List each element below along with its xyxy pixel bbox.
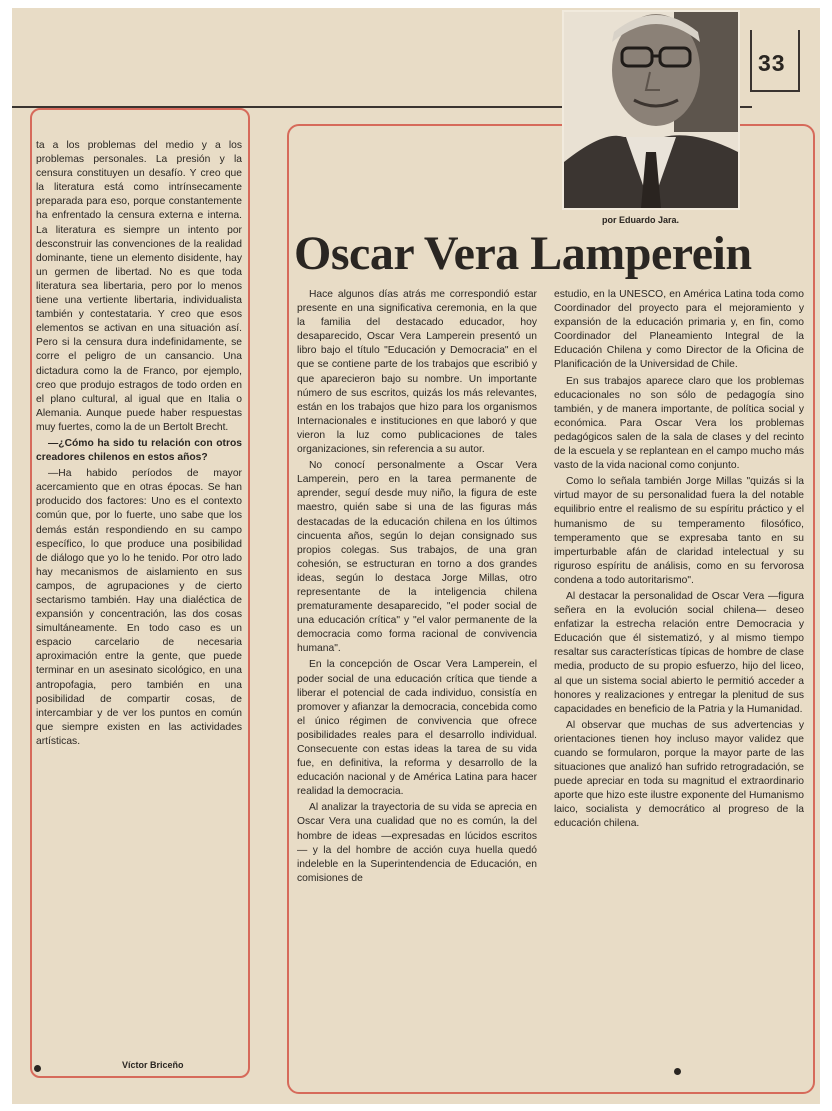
left-column-text (36, 139, 242, 751)
article-headline: Oscar Vera Lamperein (294, 227, 752, 280)
end-bullet-icon (674, 1068, 681, 1075)
article-paragraph: Al observar que muchas de sus advertencias y orientaciones tienen hoy incluso mayor validez que cuando se formularon, porque la mayor parte de las situaciones que analizó han sufrido retrogradación, se puede apreciar en toda su magnitud el extraordinario aporte que hizo este ilustre exponente del Humanismo laico, socialista y democrático al progreso de la educación chilena. (554, 719, 804, 830)
middle-column-text (297, 288, 537, 888)
article-paragraph: Hace algunos días atrás me correspondió estar presente en una significativa ceremonia, en la que la familia del destacado educador, hoy desaparecido, Oscar Vera Lamperein presentó un libro bajo el título "Educación y Democracia" en el que se contiene parte de los trabajos que escribió y que aparecieron bajo su nombre. Un importante número de sus escritos, quizás los más relevantes, están en los trabajos que hizo para los organismos Internacionales e instituciones en que laboró y que vieron la luz como publicaciones de tales organizaciones, sin referencia a su autor. (297, 289, 537, 456)
article-paragraph: Al analizar la trayectoria de su vida se aprecia en Oscar Vera una cualidad que no es común, la del hombre de ideas —expresadas en lúcidos escritos— y la del hombre de acción cuya huella quedó indeleble en la Superintendencia de Educación, en comisiones de (297, 802, 537, 884)
article-paragraph: En la concepción de Oscar Vera Lamperein, el poder social de una educación crítica que tiende a liberar el potencial de cada individuo, consistía en promover y afianzar la democracia, concebida como el único régimen de convivencia que ofrece posibilidades reales para el desarrollo individual. Consecuente con estas ideas la tarea de su vida fue, en definitiva, la reforma y desarrollo de la educación nacional y de América Latina para hacer realidad la democracia. (297, 659, 537, 798)
author-byline: por Eduardo Jara. (602, 215, 680, 225)
page-number-box (750, 30, 800, 92)
magazine-page (12, 8, 820, 1104)
left-paragraph: ta a los problemas del medio y a los problemas personales. La presión y la censura constituyen un desafío. Y creo que la literatura está como intrínsecamente preparada para eso, porque constantemente ha enfrentado la censura externa e interna. La literatura es siempre un intento por desconstruir las convenciones de la realidad dominante, tiene un elemento disidente, hay un germen de libertad. No es que toda literatura sea libertaria, pero por lo menos tiene una vertiente libertaria, individualista también y contestataria. Y creo que esos elementos se activan en una situación así. Pero si la censura dura indefinidamente, se corre el peligro de un cansancio. Una dictadura como la de Franco, por ejemplo, creo que produjo estragos de todo orden en el plano cultural, al igual que en Italia o Alemania. Aunque puede haber respuestas muy fuertes, como la de un Bertolt Brecht. (36, 140, 242, 433)
left-column-signature: Víctor Briceño (122, 1060, 184, 1070)
portrait-photo-icon (564, 12, 738, 208)
article-paragraph: Al destacar la personalidad de Oscar Vera —figura señera en la evolución social chilena— deseo enfatizar la estrecha relación entre Democracia y Educación que él sistematizó, y al mismo tiempo resaltar sus características típicas de hombre de clase media, producto de su propio esfuerzo, hijo del liceo, al que un sistema social abierto le permitió acceder a honores y realizaciones y entregar la plenitud de sus capacidades en beneficio de la Patria y la Humanidad. (554, 590, 804, 715)
interview-question: —¿Cómo ha sido tu relación con otros creadores chilenos en estos años? (36, 437, 242, 464)
article-paragraph: En sus trabajos aparece claro que los problemas educacionales no son sólo de pedagogía sino también, y de manera importante, de política social y económica. Para Oscar Vera los problemas pedagógicos salen de la sala de clases y del recinto de la escuela y se replantean en el campo mucho más vasto de la vida nacional como conjunto. (554, 375, 804, 472)
page-number: 33 (758, 50, 786, 76)
end-bullet-icon (34, 1065, 41, 1072)
right-column-text (554, 288, 804, 834)
article-paragraph: Como lo señala también Jorge Millas "quizás si la virtud mayor de su personalidad fuera la del notable equilibrio entre el realismo de su espíritu práctico y el humanismo de su temperamento filosófico, temperamento que se expresaba tanto en su imperturbable afán de claridad intelectual y su riguroso espíritu de análisis, como en su fervorosa condena a todo autoritarismo". (554, 476, 804, 586)
article-paragraph: No conocí personalmente a Oscar Vera Lamperein, pero en la tarea permanente de aprender, seguí desde muy niño, la figura de este maestro, quién sabe si una de las figuras más destacadas de la educación chilena en los últimos cincuenta años, según lo dejan consignado sus propios colegas. Sus trabajos, de una gran cohesión, se estructuran en torno a dos grandes ideas, según lo destaca Jorge Millas, otro representante de la inteligencia chilena prematuramente desaparecido, "el poder social de una educación crítica" y "el valor permanente de la democracia como forma racional de convivencia humana". (297, 460, 537, 655)
left-paragraph: —Ha habido períodos de mayor acercamiento que en otras épocas. Se han producido dos factores: Uno es el contexto común que, por lo fuerte, uno sabe que los demás están respondiendo en su campo específico, lo que produce una posibilidad de diálogo que yo lo he tenido. Por otro lado hay mecanismos de aislamiento en sus campos, de agrupaciones y de cierto sectarismo también. Hay una dialéctica de expansión y concentración, las dos cosas simultáneamente. En todo caso es un espacio carcelario de necesaria aproximación entre la gente, que puede terminar en un asesinato sicológico, en una antropofagia, pero también en una posibilidad de compartir cosas, de intercambiar y de ver los puntos en común que siempre existen en las actividades artísticas. (36, 468, 242, 747)
portrait-photo (562, 10, 740, 210)
article-paragraph: estudio, en la UNESCO, en América Latina toda como Coordinador del proyecto para el mejoramiento y expansión de la educación primaria y, en fin, como Coordinador del Planeamiento Integral de la Educación Chilena y como Director de la Oficina de Planificación de la Universidad de Chile. (554, 289, 804, 371)
